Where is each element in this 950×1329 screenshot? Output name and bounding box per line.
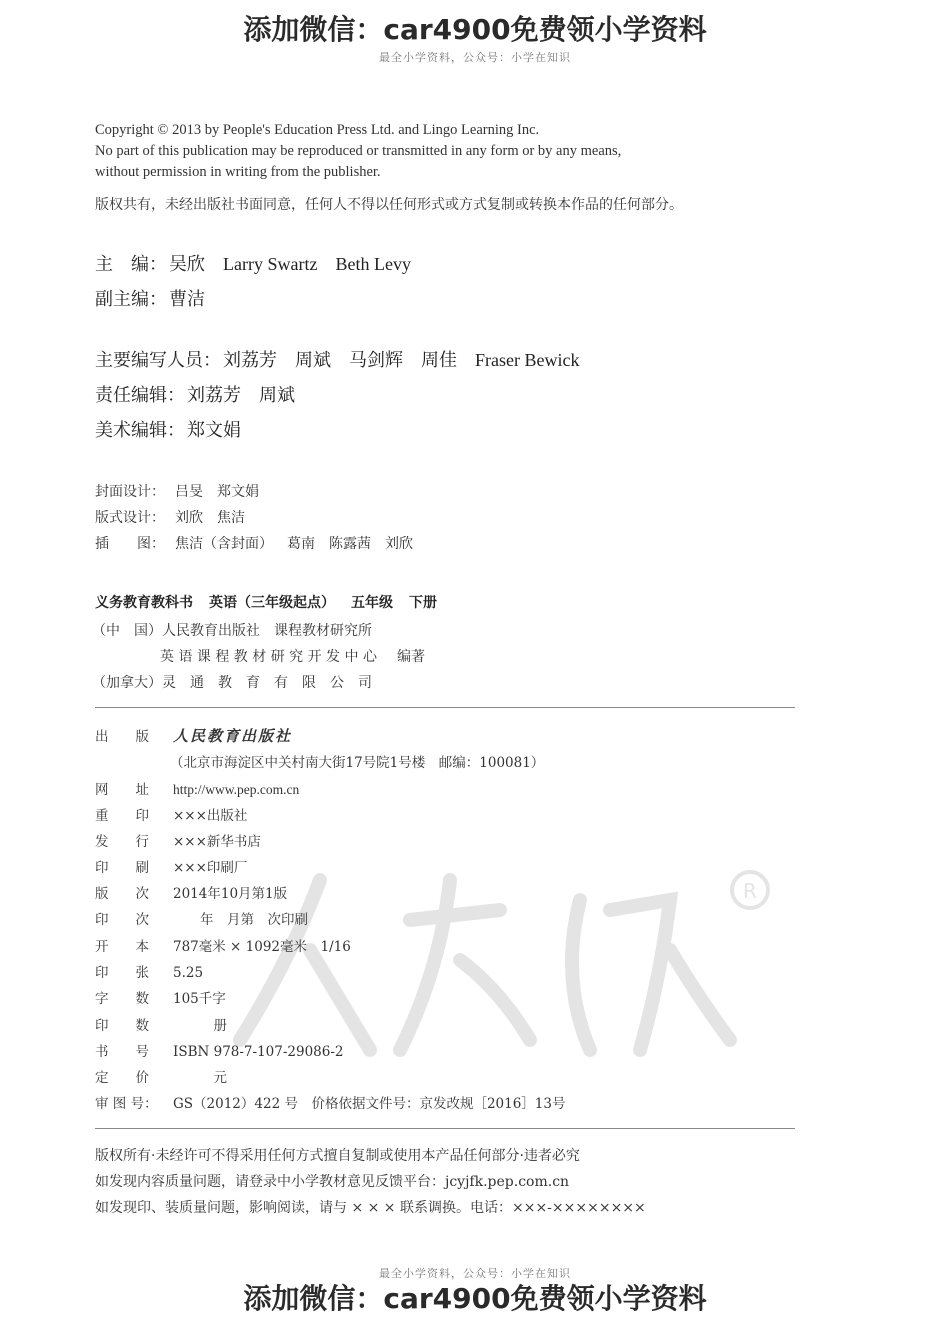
spec-value: 5.25 — [173, 965, 204, 981]
publisher-line-3: （加拿大）灵 通 教 育 有 限 公 司 — [92, 675, 372, 691]
spec-row — [95, 804, 247, 824]
spec-key: 印 张 — [95, 965, 149, 981]
writers-label: 主要编写人员： — [95, 350, 221, 371]
editor-name: Larry Swartz — [223, 254, 318, 274]
editor-name: 郑文娟 — [187, 420, 241, 441]
editor-name: 周斌 — [259, 385, 295, 406]
editor-name: 吴欣 — [169, 254, 205, 275]
top-faint-caption: 最全小学资料，公众号：小学在知识 — [379, 51, 571, 64]
spec-value: 2014年10月第1版 — [173, 886, 288, 902]
book-title-part: 五年级 — [351, 595, 393, 611]
illustration-line — [95, 533, 427, 553]
spec-key: 开 本 — [95, 939, 149, 955]
spec-value: ×××出版社 — [173, 808, 248, 824]
spec-value: 105千字 — [173, 991, 226, 1007]
deputy-editor-line — [95, 285, 223, 311]
spec-row — [95, 908, 308, 928]
responsible-editor-label: 责任编辑： — [95, 385, 185, 406]
responsible-editor-line — [95, 381, 313, 407]
spec-key: 印 数 — [95, 1018, 149, 1034]
book-title — [95, 592, 453, 612]
divider — [95, 1128, 795, 1129]
pep-watermark-logo — [200, 840, 800, 1070]
copyright-line: without permission in writing from the publisher. — [95, 164, 381, 180]
spec-key: 出 版 — [95, 729, 149, 745]
spec-key: 发 行 — [95, 834, 149, 850]
spec-row — [95, 987, 226, 1007]
spec-value: 787毫米 × 1092毫米 1/16 — [173, 939, 351, 955]
spec-value: （北京市海淀区中关村南大街17号院1号楼 邮编：100081） — [170, 755, 545, 771]
writers-line — [95, 346, 597, 372]
spec-key: 印 次 — [95, 912, 149, 928]
designer-name: 焦洁 — [217, 510, 245, 526]
spec-value: ISBN 978-7-107-29086-2 — [173, 1044, 344, 1060]
spec-row — [95, 725, 292, 746]
spec-row — [95, 830, 261, 850]
spec-row — [95, 778, 299, 798]
notice-line: 如发现内容质量问题，请登录中小学教材意见反馈平台：jcyjfk.pep.com.cn — [95, 1174, 570, 1190]
deputy-editor-label: 副主编： — [95, 289, 167, 310]
spec-value: ×××新华书店 — [173, 834, 261, 850]
layout-design-label: 版式设计： — [95, 510, 165, 526]
art-editor-line — [95, 416, 259, 442]
publisher-line-2 — [160, 646, 425, 666]
writer-name: 刘荔芳 — [223, 350, 277, 371]
spec-row — [95, 856, 247, 876]
top-banner: 添加微信：car4900免费领小学资料 — [243, 13, 707, 46]
publisher-role: 编著 — [396, 649, 425, 665]
spec-row — [95, 1014, 227, 1034]
book-title-part: 英语（三年级起点） — [209, 595, 335, 611]
illustrator-name: 刘欣 — [385, 536, 413, 552]
publisher-line-1: （中 国）人民教育出版社 课程教材研究所 — [92, 623, 372, 639]
spec-value: GS（2012）422 号 价格依据文件号：京发改规［2016］13号 — [173, 1096, 566, 1112]
copyright-line: Copyright © 2013 by People's Education Press Ltd. and Lingo Learning Inc. — [95, 122, 540, 138]
chief-editor-line — [95, 250, 429, 276]
bottom-banner: 添加微信：car4900免费领小学资料 — [243, 1282, 707, 1315]
editor-name: Beth Levy — [335, 254, 411, 274]
chief-editor-label: 主 编： — [95, 254, 167, 275]
designer-name: 刘欣 — [175, 510, 203, 526]
editor-name: 曹洁 — [169, 289, 205, 310]
bottom-faint-caption: 最全小学资料，公众号：小学在知识 — [379, 1267, 571, 1280]
writer-name: 周佳 — [421, 350, 457, 371]
cover-design-line — [95, 481, 273, 501]
illustrator-name: 焦洁（含封面） — [175, 536, 273, 552]
notice-line: 版权所有·未经许可不得采用任何方式擅自复制或使用本产品任何部分·违者必究 — [95, 1148, 580, 1164]
spec-row — [170, 751, 544, 771]
spec-key: 版 次 — [95, 886, 149, 902]
book-title-part: 义务教育教科书 — [95, 595, 193, 611]
notice-line: 如发现印、装质量问题，影响阅读，请与 × × × 联系调换。电话：×××-×××××××× — [95, 1200, 646, 1216]
spec-key: 网 址 — [95, 782, 149, 798]
book-title-part: 下册 — [409, 595, 437, 611]
spec-key: 字 数 — [95, 991, 149, 1007]
spec-row — [95, 961, 203, 981]
spec-row — [95, 935, 351, 955]
illustration-label: 插 图： — [95, 536, 165, 552]
spec-value: 元 — [173, 1070, 227, 1086]
divider — [95, 707, 795, 708]
spec-row — [95, 1092, 565, 1112]
spec-value: 年 月第 次印刷 — [173, 912, 308, 928]
spec-row — [95, 1066, 227, 1086]
writer-name: 马剑辉 — [349, 350, 403, 371]
svg-text:R: R — [743, 879, 757, 903]
writer-name: 周斌 — [295, 350, 331, 371]
illustrator-name: 葛南 — [287, 536, 315, 552]
spec-key: 定 价 — [95, 1070, 149, 1086]
designer-name: 吕旻 — [175, 484, 203, 500]
art-editor-label: 美术编辑： — [95, 420, 185, 441]
editor-name: 刘荔芳 — [187, 385, 241, 406]
designer-name: 郑文娟 — [217, 484, 259, 500]
spec-value: 册 — [173, 1018, 227, 1034]
spec-row — [95, 882, 287, 902]
illustrator-name: 陈露茜 — [329, 536, 371, 552]
copyright-line: No part of this publication may be reproduced or transmitted in any form or by any means, — [95, 143, 622, 159]
spec-row — [95, 1040, 344, 1060]
publisher-logo: 人民教育出版社 — [173, 727, 293, 745]
spec-key: 书 号 — [95, 1044, 149, 1060]
spec-key: 印 刷 — [95, 860, 149, 876]
copyright-english — [95, 120, 621, 183]
spec-value: ×××印刷厂 — [173, 860, 248, 876]
writer-name: Fraser Bewick — [475, 350, 580, 370]
cover-design-label: 封面设计： — [95, 484, 165, 500]
spec-key: 审 图 号： — [95, 1096, 158, 1112]
spec-key: 重 印 — [95, 808, 149, 824]
copyright-chinese: 版权共有，未经出版社书面同意，任何人不得以任何形式或方式复制或转换本作品的任何部分。 — [95, 197, 683, 213]
publisher-name: 英 语 课 程 教 材 研 究 开 发 中 心 — [160, 649, 377, 665]
spec-value: http://www.pep.com.cn — [173, 782, 300, 797]
layout-design-line — [95, 507, 259, 527]
